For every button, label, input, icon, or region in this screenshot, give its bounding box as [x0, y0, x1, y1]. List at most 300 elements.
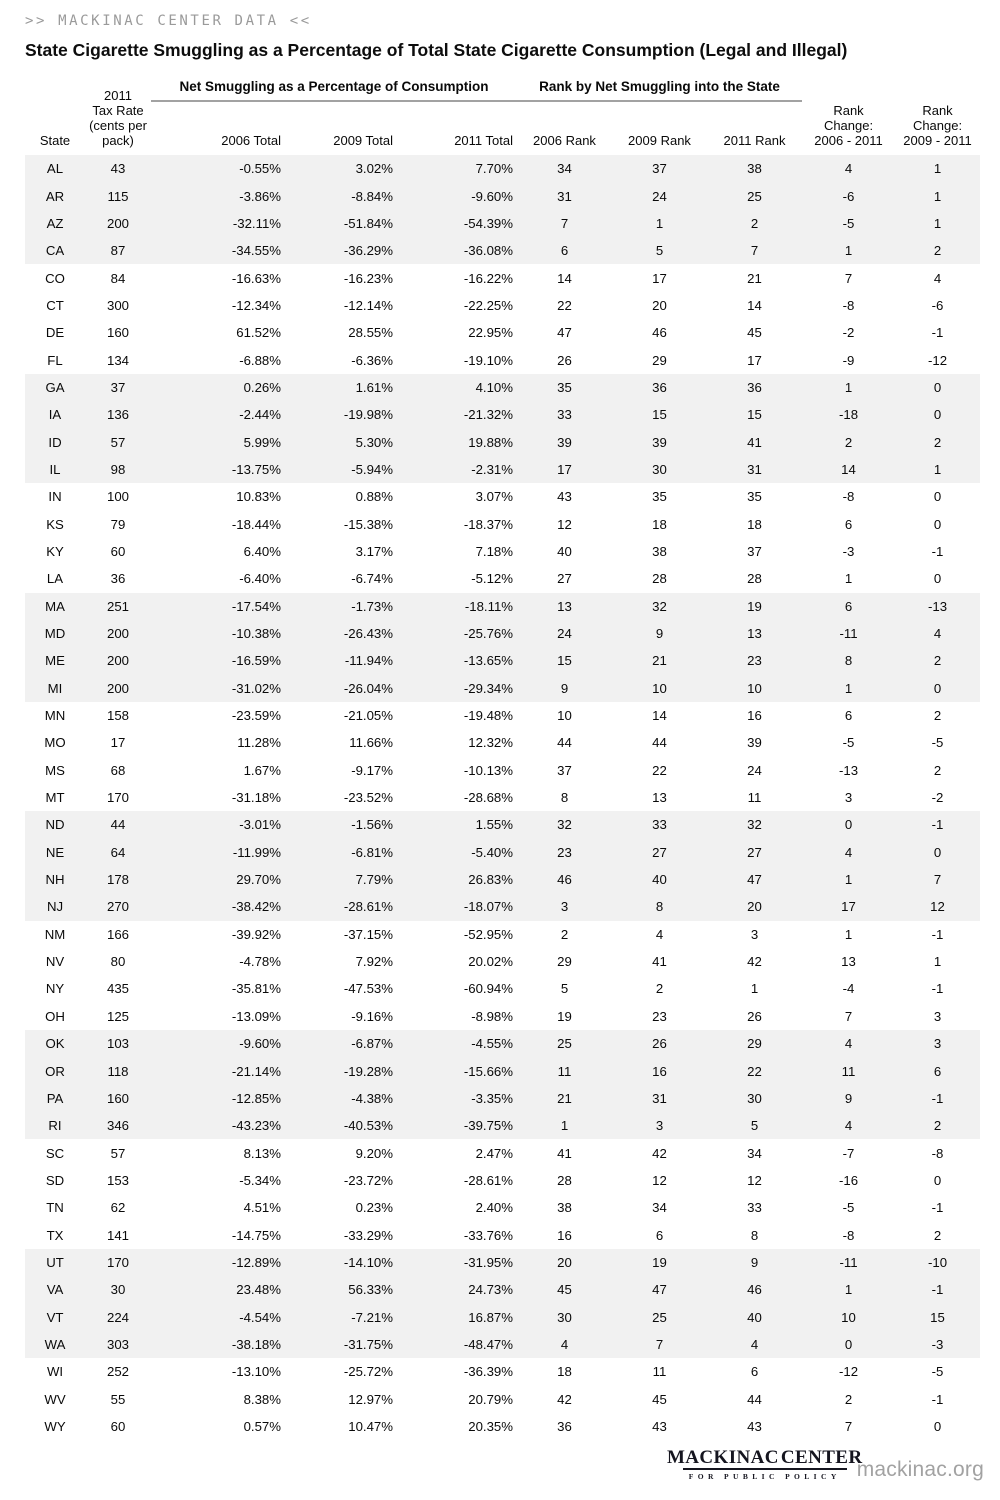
cell-rank_2009: 31 [652, 1090, 667, 1106]
cell-total_2006: 5.99% [243, 434, 281, 450]
table-row [25, 1303, 980, 1330]
cell-change_2006_2011: -5 [842, 1200, 855, 1216]
cell-rank_2009: 26 [652, 1036, 667, 1052]
cell-tax: 251 [106, 598, 129, 614]
cell-change_2006_2011: -18 [838, 407, 859, 423]
table-row [25, 483, 980, 510]
cell-rank_2011: 5 [750, 1118, 759, 1134]
cell-rank_2011: 20 [747, 899, 762, 915]
cell-change_2006_2011: 7 [844, 270, 853, 286]
table-row [25, 893, 980, 920]
cell-change_2009_2011: 0 [933, 1418, 942, 1434]
cell-rank_2011: 1 [750, 981, 759, 997]
cell-change_2009_2011: 12 [930, 899, 945, 915]
table-row [25, 155, 980, 182]
table-row [25, 1057, 980, 1084]
cell-state: IL [49, 461, 61, 477]
cell-total_2009: -19.28% [343, 1063, 393, 1079]
cell-total_2009: 3.02% [355, 161, 393, 177]
cell-rank_2009: 27 [652, 844, 667, 860]
cell-change_2006_2011: -8 [842, 489, 855, 505]
cell-total_2009: -1.56% [351, 817, 393, 833]
logo-wordmark [666, 1446, 863, 1468]
cell-rank_2006: 39 [557, 434, 572, 450]
cell-change_2006_2011: 4 [844, 1036, 853, 1052]
cell-rank_2011: 9 [750, 1254, 759, 1270]
cell-change_2006_2011: 0 [844, 817, 853, 833]
cell-rank_2011: 22 [747, 1063, 762, 1079]
table-row [25, 428, 980, 455]
table-row [25, 1385, 980, 1412]
cell-total_2006: -21.14% [231, 1063, 281, 1079]
cell-state: NM [44, 926, 66, 942]
cell-total_2006: -0.55% [239, 161, 281, 177]
cell-change_2009_2011: -12 [927, 352, 948, 368]
cell-state: CO [45, 270, 65, 286]
cell-total_2006: 1.67% [243, 762, 281, 778]
cell-total_2006: -34.55% [231, 243, 281, 259]
cell-state: WV [44, 1391, 66, 1407]
cell-change_2009_2011: -3 [931, 1336, 944, 1352]
cell-change_2006_2011: -6 [842, 188, 855, 204]
cell-rank_2009: 7 [655, 1336, 664, 1352]
cell-tax: 170 [106, 790, 129, 806]
table-row [25, 1358, 980, 1385]
cell-change_2006_2011: 17 [841, 899, 856, 915]
column-header-2006-rank: 2006 Rank [533, 133, 596, 148]
table-row [25, 237, 980, 264]
cell-total_2006: -16.59% [231, 653, 281, 669]
cell-total_2011: -18.07% [463, 899, 513, 915]
cell-change_2006_2011: -12 [838, 1364, 859, 1380]
cell-state: KY [46, 543, 64, 559]
cell-rank_2006: 10 [557, 708, 572, 724]
cell-change_2006_2011: -5 [842, 215, 855, 231]
cell-total_2006: -5.34% [239, 1172, 281, 1188]
cell-total_2009: -16.23% [343, 270, 393, 286]
cell-rank_2006: 11 [557, 1063, 572, 1079]
cell-tax: 87 [110, 243, 126, 259]
cell-rank_2009: 2 [655, 981, 664, 997]
cell-total_2009: 1.61% [355, 379, 393, 395]
cell-rank_2009: 29 [652, 352, 667, 368]
cell-total_2006: -31.02% [231, 680, 281, 696]
cell-total_2009: 12.97% [348, 1391, 393, 1407]
cell-state: NV [45, 954, 65, 970]
column-header-2006-total: 2006 Total [221, 133, 281, 148]
cell-change_2006_2011: 7 [844, 1418, 853, 1434]
cell-rank_2011: 27 [747, 844, 762, 860]
cell-rank_2006: 35 [557, 379, 572, 395]
cell-total_2006: 29.70% [236, 872, 281, 888]
cell-change_2006_2011: 7 [844, 1008, 853, 1024]
cell-rank_2009: 35 [652, 489, 667, 505]
logo-word-mackinac: MACKINAC [666, 1446, 779, 1468]
cell-total_2009: -7.21% [351, 1309, 393, 1325]
cell-state: MS [45, 762, 65, 778]
cell-rank_2009: 36 [652, 379, 667, 395]
cell-total_2009: 11.66% [349, 735, 393, 751]
table-row [25, 264, 980, 291]
cell-tax: 36 [110, 571, 126, 587]
cell-rank_2009: 15 [652, 407, 667, 423]
change-header-line: 2009 - 2011 [903, 133, 972, 148]
cell-change_2009_2011: -6 [931, 297, 944, 313]
cell-state: FL [47, 352, 63, 368]
cell-state: CA [45, 243, 65, 259]
cell-change_2006_2011: -4 [842, 981, 855, 997]
change-header-line: Change: [823, 118, 874, 133]
table-row [25, 757, 980, 784]
cell-rank_2006: 18 [557, 1364, 572, 1380]
cell-rank_2009: 20 [652, 297, 667, 313]
table-row [25, 1413, 980, 1440]
cell-change_2006_2011: -5 [842, 735, 855, 751]
cell-rank_2006: 14 [557, 270, 572, 286]
cell-rank_2009: 32 [652, 598, 667, 614]
page-footer [666, 1446, 984, 1481]
cell-total_2011: -25.76% [463, 626, 513, 642]
cell-total_2011: 16.87% [468, 1309, 513, 1325]
cell-change_2006_2011: -2 [842, 325, 855, 341]
cell-rank_2011: 40 [747, 1309, 762, 1325]
cell-rank_2006: 4 [560, 1336, 569, 1352]
table-row [25, 675, 980, 702]
cell-change_2006_2011: 14 [841, 461, 856, 477]
table-row [25, 1249, 980, 1276]
cell-change_2006_2011: 8 [844, 653, 853, 669]
cell-state: AZ [46, 215, 64, 231]
table-row [25, 1276, 980, 1303]
cell-rank_2009: 4 [655, 926, 664, 942]
cell-rank_2006: 28 [557, 1172, 572, 1188]
cell-total_2009: -51.84% [343, 215, 393, 231]
cell-change_2009_2011: -13 [927, 598, 948, 614]
cell-total_2009: -6.36% [351, 352, 393, 368]
cell-total_2011: -52.95% [463, 926, 513, 942]
column-header-state: State [39, 133, 71, 148]
cell-state: CT [46, 297, 64, 313]
cell-change_2009_2011: 2 [933, 434, 942, 450]
cell-rank_2006: 25 [557, 1036, 572, 1052]
cell-total_2009: 5.30% [355, 434, 393, 450]
cell-rank_2006: 43 [557, 489, 572, 505]
cell-rank_2011: 38 [747, 161, 762, 177]
cell-tax: 134 [106, 352, 129, 368]
cell-rank_2006: 15 [557, 653, 572, 669]
cell-rank_2011: 34 [747, 1145, 762, 1161]
cell-total_2009: 10.47% [348, 1418, 393, 1434]
cell-total_2011: 7.70% [475, 161, 513, 177]
cell-total_2011: -16.22% [463, 270, 513, 286]
cell-rank_2011: 35 [747, 489, 762, 505]
cell-change_2009_2011: 1 [933, 188, 942, 204]
cell-change_2006_2011: 1 [844, 379, 853, 395]
cell-total_2009: -6.87% [351, 1036, 393, 1052]
cell-change_2009_2011: -1 [931, 325, 944, 341]
cell-change_2009_2011: -1 [931, 981, 944, 997]
tax-header-line: (cents per [89, 118, 147, 133]
table-row [25, 538, 980, 565]
cell-change_2006_2011: 11 [841, 1063, 856, 1079]
cell-state: MO [44, 735, 66, 751]
cell-rank_2011: 4 [750, 1336, 759, 1352]
cell-change_2009_2011: 1 [933, 161, 942, 177]
cell-change_2009_2011: 6 [933, 1063, 942, 1079]
cell-rank_2011: 12 [747, 1172, 762, 1188]
cell-change_2009_2011: -1 [931, 543, 944, 559]
cell-rank_2009: 23 [652, 1008, 667, 1024]
cell-tax: 346 [106, 1118, 129, 1134]
cell-total_2006: -17.54% [231, 598, 281, 614]
cell-total_2009: -15.38% [343, 516, 393, 532]
cell-total_2006: -13.10% [231, 1364, 281, 1380]
table-body [25, 155, 980, 1440]
cell-change_2009_2011: 0 [933, 680, 942, 696]
cell-change_2006_2011: 10 [841, 1309, 856, 1325]
cell-change_2009_2011: 2 [933, 243, 942, 259]
cell-rank_2006: 3 [560, 899, 569, 915]
cell-total_2011: -39.75% [463, 1118, 513, 1134]
cell-tax: 84 [110, 270, 126, 286]
cell-total_2011: -2.31% [471, 461, 513, 477]
cell-total_2011: -29.34% [463, 680, 513, 696]
cell-tax: 178 [106, 872, 129, 888]
cell-change_2009_2011: -1 [931, 1090, 944, 1106]
cell-tax: 57 [110, 434, 126, 450]
cell-total_2006: -4.78% [239, 954, 281, 970]
cell-total_2009: -25.72% [343, 1364, 393, 1380]
table-row [25, 921, 980, 948]
cell-rank_2011: 17 [747, 352, 762, 368]
cell-total_2009: -28.61% [343, 899, 393, 915]
cell-tax: 136 [106, 407, 129, 423]
cell-total_2009: -36.29% [343, 243, 393, 259]
cell-change_2006_2011: 4 [844, 161, 853, 177]
cell-rank_2009: 39 [652, 434, 667, 450]
cell-total_2011: -13.65% [463, 653, 513, 669]
site-url: mackinac.org [856, 1457, 984, 1481]
cell-tax: 300 [106, 297, 129, 313]
cell-total_2009: -8.84% [351, 188, 393, 204]
cell-tax: 200 [106, 626, 129, 642]
cell-tax: 60 [110, 543, 126, 559]
cell-rank_2006: 5 [560, 981, 569, 997]
cell-change_2009_2011: 4 [933, 270, 942, 286]
column-header-2009-rank: 2009 Rank [628, 133, 691, 148]
cell-total_2006: -9.60% [239, 1036, 281, 1052]
cell-rank_2009: 24 [652, 188, 667, 204]
cell-total_2006: 23.48% [236, 1282, 281, 1298]
tax-header-line: pack) [102, 133, 134, 148]
cell-change_2006_2011: 1 [844, 872, 853, 888]
cell-change_2006_2011: -11 [839, 1254, 858, 1270]
cell-rank_2009: 43 [652, 1418, 667, 1434]
cell-total_2009: 28.55% [348, 325, 393, 341]
cell-change_2009_2011: 2 [933, 653, 942, 669]
cell-total_2011: -3.35% [471, 1090, 513, 1106]
cell-total_2011: 24.73% [468, 1282, 513, 1298]
cell-state: SC [45, 1145, 65, 1161]
cell-rank_2009: 17 [652, 270, 667, 286]
cell-total_2009: -9.16% [351, 1008, 393, 1024]
cell-total_2006: -14.75% [231, 1227, 281, 1243]
cell-tax: 118 [107, 1063, 129, 1079]
cell-change_2006_2011: 6 [844, 598, 853, 614]
cell-rank_2011: 18 [747, 516, 762, 532]
cell-rank_2006: 30 [557, 1309, 572, 1325]
cell-tax: 303 [106, 1336, 129, 1352]
cell-total_2009: -31.75% [343, 1336, 393, 1352]
cell-total_2006: 8.13% [243, 1145, 281, 1161]
cell-rank_2011: 44 [747, 1391, 762, 1407]
cell-change_2006_2011: 1 [844, 571, 853, 587]
cell-rank_2009: 25 [652, 1309, 667, 1325]
cell-total_2011: 20.35% [468, 1418, 513, 1434]
cell-total_2009: -47.53% [343, 981, 393, 997]
cell-rank_2009: 30 [652, 461, 667, 477]
cell-rank_2011: 42 [747, 954, 762, 970]
cell-change_2009_2011: -5 [931, 735, 944, 751]
cell-rank_2011: 21 [747, 270, 762, 286]
cell-change_2006_2011: -11 [839, 626, 858, 642]
cell-total_2006: -43.23% [231, 1118, 281, 1134]
cell-total_2009: 0.23% [355, 1200, 393, 1216]
cell-change_2006_2011: 0 [844, 1336, 853, 1352]
cell-state: OK [45, 1036, 65, 1052]
cell-total_2009: 56.33% [348, 1282, 393, 1298]
cell-total_2006: -6.88% [239, 352, 281, 368]
table-row [25, 1112, 980, 1139]
cell-rank_2009: 38 [652, 543, 667, 559]
cell-total_2006: -12.34% [231, 297, 281, 313]
cell-tax: 435 [106, 981, 129, 997]
cell-change_2009_2011: 2 [933, 708, 942, 724]
cell-rank_2006: 9 [560, 680, 569, 696]
cell-total_2009: -26.43% [343, 626, 393, 642]
cell-total_2006: -2.44% [239, 407, 281, 423]
cell-rank_2006: 41 [557, 1145, 572, 1161]
cell-rank_2006: 36 [557, 1418, 572, 1434]
table-row [25, 1030, 980, 1057]
cell-total_2009: 9.20% [355, 1145, 393, 1161]
cell-rank_2006: 22 [557, 297, 572, 313]
cell-state: TN [46, 1200, 64, 1216]
cell-total_2009: -11.94% [344, 653, 393, 669]
cell-state: WI [46, 1364, 64, 1380]
group-header-row [25, 70, 980, 101]
cell-total_2009: 7.79% [355, 872, 393, 888]
table-row [25, 593, 980, 620]
cell-total_2009: -6.81% [351, 844, 393, 860]
table-row [25, 1221, 980, 1248]
cell-change_2009_2011: 7 [933, 872, 942, 888]
cell-rank_2006: 2 [560, 926, 569, 942]
cell-rank_2006: 38 [557, 1200, 572, 1216]
cell-rank_2011: 25 [747, 188, 762, 204]
cell-state: UT [46, 1254, 64, 1270]
change-header-line: Change: [912, 118, 963, 133]
cell-rank_2011: 15 [747, 407, 762, 423]
cell-total_2009: -37.15% [343, 926, 393, 942]
cell-rank_2011: 10 [747, 680, 762, 696]
cell-state: ND [45, 817, 65, 833]
cell-rank_2011: 28 [747, 571, 762, 587]
cell-total_2009: -19.98% [343, 407, 393, 423]
cell-tax: 103 [106, 1036, 129, 1052]
cell-tax: 55 [110, 1391, 126, 1407]
cell-rank_2006: 32 [557, 817, 572, 833]
cell-rank_2006: 17 [557, 461, 572, 477]
cell-change_2006_2011: -3 [842, 543, 855, 559]
cell-total_2011: -31.95% [463, 1254, 513, 1270]
cell-total_2009: -9.17% [351, 762, 393, 778]
column-header-tax-rate [85, 70, 151, 155]
cell-total_2011: -54.39% [463, 215, 513, 231]
cell-total_2011: -19.10% [463, 352, 513, 368]
cell-rank_2009: 6 [655, 1227, 664, 1243]
cell-total_2006: -16.63% [231, 270, 281, 286]
cell-state: MD [44, 626, 66, 642]
cell-total_2011: -19.48% [463, 708, 513, 724]
cell-change_2006_2011: 1 [844, 1282, 853, 1298]
cell-total_2009: 7.92% [355, 954, 393, 970]
cell-total_2006: 10.83% [236, 489, 281, 505]
cell-change_2009_2011: 0 [933, 844, 942, 860]
cell-state: ID [48, 434, 62, 450]
cell-rank_2011: 46 [747, 1282, 762, 1298]
table-row [25, 456, 980, 483]
cell-rank_2009: 45 [652, 1391, 667, 1407]
cell-total_2011: -22.25% [463, 297, 513, 313]
cell-rank_2011: 43 [747, 1418, 762, 1434]
cell-state: TX [46, 1227, 64, 1243]
cell-rank_2009: 10 [652, 680, 667, 696]
cell-change_2009_2011: 0 [933, 489, 942, 505]
column-header-2011-rank: 2011 Rank [723, 133, 786, 148]
cell-tax: 100 [106, 489, 129, 505]
cell-tax: 125 [106, 1008, 129, 1024]
cell-change_2009_2011: 0 [933, 407, 942, 423]
cell-rank_2006: 37 [557, 762, 572, 778]
cell-total_2011: 19.88% [468, 434, 513, 450]
cell-rank_2006: 40 [557, 543, 572, 559]
cell-change_2006_2011: 4 [844, 844, 853, 860]
cell-rank_2011: 6 [750, 1364, 759, 1380]
site-banner: >> MACKINAC CENTER DATA << [25, 13, 312, 29]
cell-rank_2009: 18 [652, 516, 667, 532]
cell-tax: 158 [106, 708, 129, 724]
cell-tax: 160 [106, 325, 129, 341]
mackinac-center-logo [666, 1446, 863, 1481]
cell-rank_2009: 3 [655, 1118, 664, 1134]
table-row [25, 866, 980, 893]
table-row [25, 401, 980, 428]
cell-total_2011: 22.95% [468, 325, 513, 341]
table-row [25, 292, 980, 319]
cell-total_2006: -6.40% [239, 571, 281, 587]
cell-total_2009: -6.74% [351, 571, 393, 587]
cell-rank_2009: 1 [655, 215, 664, 231]
cell-total_2011: -36.08% [463, 243, 513, 259]
cell-rank_2009: 47 [652, 1282, 667, 1298]
cell-total_2009: -40.53% [343, 1118, 393, 1134]
cell-total_2011: 4.10% [475, 379, 513, 395]
cell-change_2009_2011: 0 [933, 379, 942, 395]
cell-change_2009_2011: 0 [933, 1172, 942, 1188]
cell-change_2009_2011: 3 [933, 1036, 942, 1052]
cell-total_2011: -48.47% [463, 1336, 513, 1352]
